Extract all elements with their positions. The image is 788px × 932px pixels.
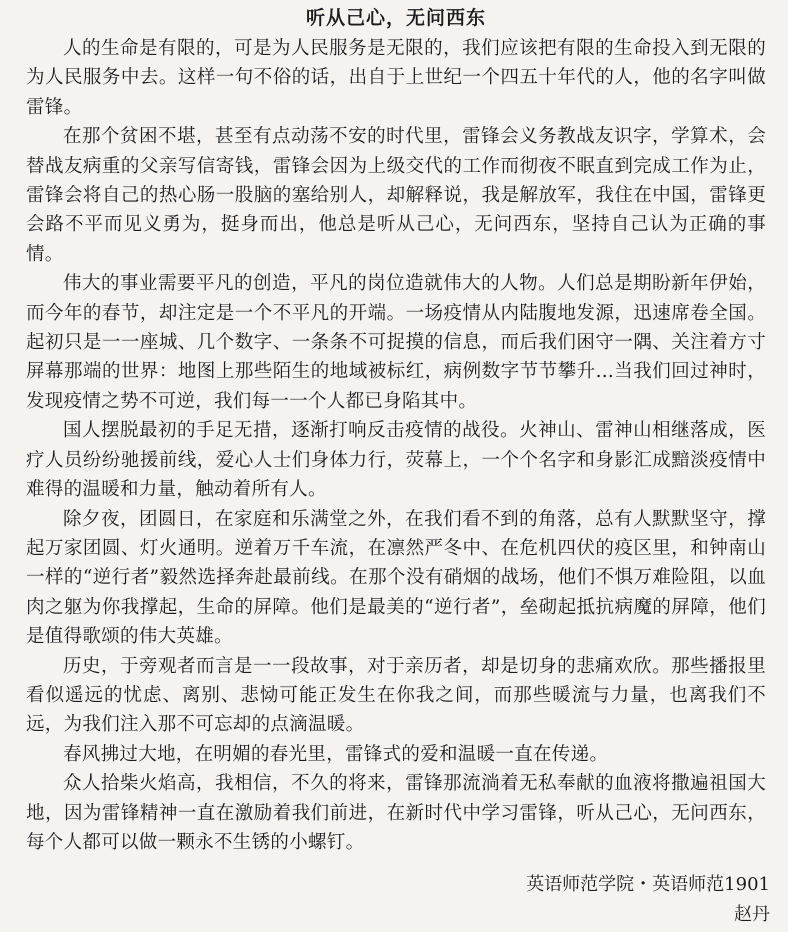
paragraph-1: 人的生命是有限的，可是为人民服务是无限的，我们应该把有限的生命投入到无限的为人民服务中去。这样一句不俗的话，出自于上世纪一个四五十年代的人，他的名字叫做雷锋。 bbox=[26, 38, 766, 118]
paragraph-5: 除夕夜，团圆日，在家庭和乐满堂之外，在我们看不到的角落，总有人默默坚守，撑起万家团圆、灯火通明。逆着万千车流，在凛然严冬中、在危机四伏的疫区里，和钟南山一样的“逆行者”毅然选择奔赴最前线。在那个没有硝烟的战场，他们不惧万难险阻，以血肉之躯为你我撑起，生命的屏障。他们是最美的“逆行者”，垒砌起抵抗病魔的屏障，他们是值得歌颂的伟大英雄。 bbox=[26, 508, 766, 648]
article-body bbox=[26, 34, 766, 857]
paragraph-8: 众人拾柴火焰高，我相信，不久的将来，雷锋那流淌着无私奉献的血液将撒遍祖国大地，因为雷锋精神一直在激励着我们前进，在新时代中学习雷锋，听从己心，无问西东，每个人都可以做一颗永不生锈的小螺钉。 bbox=[26, 773, 766, 853]
paragraph-7: 春风拂过大地，在明媚的春光里，雷锋式的爱和温暖一直在传递。 bbox=[63, 743, 609, 765]
author-affiliation: 英语师范学院・英语师范1901 bbox=[526, 874, 770, 895]
paragraph-2: 在那个贫困不堪，甚至有点动荡不安的时代里，雷锋会义务教战友识字，学算术，会替战友病重的父亲写信寄钱，雷锋会因为上级交代的工作而彻夜不眠直到完成工作为止，雷锋会将自己的热心肠一股脑的塞给别人，却解释说，我是解放军，我住在中国，雷锋更会路不平而见义勇为，挺身而出，他总是听从己心，无问西东，坚持自己认为正确的事情。 bbox=[26, 126, 766, 265]
paragraph-3: 伟大的事业需要平凡的创造，平凡的岗位造就伟大的人物。人们总是期盼新年伊始，而今年的春节，却注定是一个不平凡的开端。一场疫情从内陆腹地发源，迅速席卷全国。起初只是一一座城、几个数字、一条条不可捉摸的信息，而后我们困守一隅、关注着方寸屏幕那端的世界：地图上那些陌生的地域被标红，病例数字节节攀升...当我们回过神时，发现疫情之势不可逆，我们每一一个人都已身陷其中。 bbox=[26, 273, 766, 412]
author-name: 赵丹 bbox=[734, 904, 770, 925]
paragraph-4: 国人摆脱最初的手足无措，逐渐打响反击疫情的战役。火神山、雷神山相继落成，医疗人员纷纷驰援前线，爱心人士们身体力行，荧幕上，一个个名字和身影汇成黯淡疫情中难得的温暖和力量，触动着所有人。 bbox=[26, 420, 766, 501]
signature-block bbox=[526, 870, 770, 930]
article-title: 听从己心，无问西东 bbox=[305, 7, 486, 29]
paragraph-6: 历史，于旁观者而言是一一段故事，对于亲历者，却是切身的悲痛欢欣。那些播报里看似遥远的忧虑、离别、悲恸可能正发生在你我之间，而那些暖流与力量，也离我们不远，为我们注入那不可忘却的点滴温暖。 bbox=[26, 655, 766, 736]
